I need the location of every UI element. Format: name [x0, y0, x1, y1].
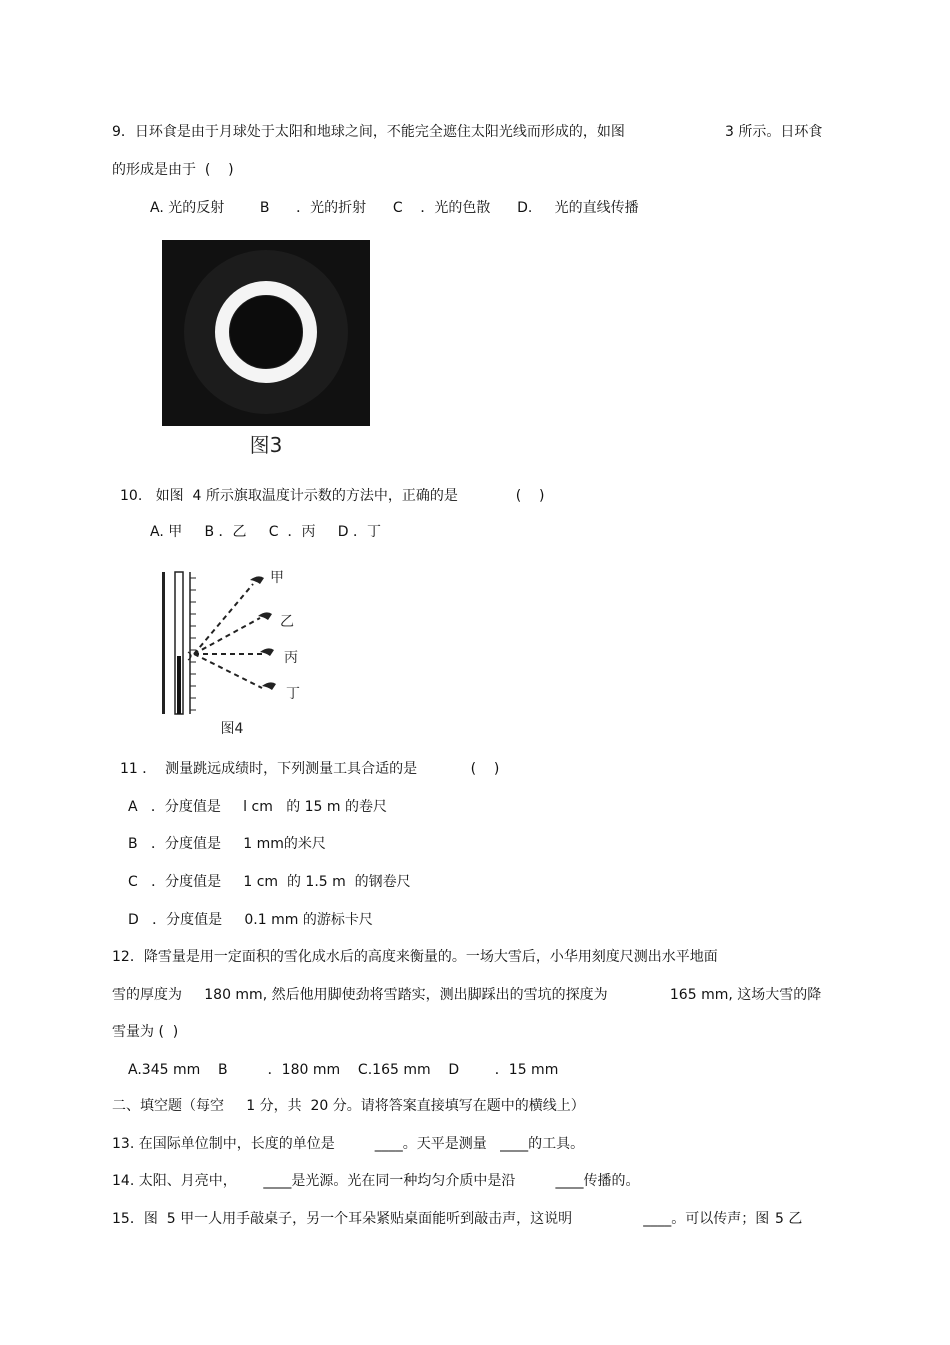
- q12-options: A.345 mm B ．180 mm C.165 mm D ．15 mm: [128, 1062, 559, 1078]
- section-2-heading: 二、填空题（每空 1 分，共 20 分。请将答案直接填写在题中的横线上）: [112, 1098, 585, 1114]
- q10-options: A. 甲 B ．乙 C ．丙 D ．丁: [150, 524, 381, 540]
- q12-line3: 雪量为 ( ): [112, 1024, 179, 1040]
- q12-line2: 雪的厚度为 180 mm, 然后他用脚使劲将雪踏实，测出脚踩出的雪坑的探度为 165 mm, 这场大雪的降: [112, 987, 822, 1003]
- q10-stem: 10. 如图 4 所示旗取温度计示数的方法中，正确的是 ( ): [120, 488, 545, 504]
- label-ding: 丁: [286, 686, 300, 702]
- q12-line1: 12．降雪量是用一定面积的雪化成水后的高度来衡量的。一场大雪后，小华用刻度尺测出水平地面: [112, 949, 718, 965]
- sight-line-ding: [194, 654, 262, 688]
- q11-option-c: C ．分度值是 1 cm 的 1.5 m 的钢卷尺: [128, 874, 411, 890]
- q11-stem: 11 ． 测量跳远成绩时，下列测量工具合适的是 ( ): [120, 761, 500, 777]
- eye-icon: [262, 682, 276, 690]
- label-jia: 甲: [270, 570, 284, 586]
- figure-3-annular-eclipse: [160, 238, 372, 460]
- q11-option-b: B ．分度值是 1 mm的米尺: [128, 836, 326, 852]
- label-bing: 丙: [284, 650, 298, 666]
- q11-option-a: A ．分度值是 l cm 的 15 m 的卷尺: [128, 799, 388, 815]
- eye-icon: [260, 648, 274, 656]
- eye-icon: [250, 576, 264, 584]
- q9-line2: 的形成是由于 ( ): [112, 162, 234, 178]
- q13: 13. 在国际单位制中，长度的单位是 ____。天平是测量 ____的工具。: [112, 1136, 585, 1152]
- sight-line-jia: [194, 584, 253, 654]
- label-yi: 乙: [280, 614, 294, 630]
- thermometer-liquid: [177, 656, 181, 714]
- q14: 14. 太阳、月亮中， ____是光源。光在同一种均匀介质中是沿 ____传播的。: [112, 1173, 640, 1189]
- q15-tail: 5 乙: [775, 1211, 803, 1227]
- q9-line1: 9．日环食是由于月球处于太阳和地球之间，不能完全遮住太阳光线而形成的，如图: [112, 124, 625, 140]
- figure-4-label: 图4: [220, 721, 244, 737]
- q11-option-d: D ．分度值是 0.1 mm 的游标卡尺: [128, 912, 373, 928]
- sight-line-yi: [194, 618, 260, 654]
- figure-4-thermometer-reading: [150, 566, 330, 741]
- q15: 15．图 5 甲一人用手敲桌子，另一个耳朵紧贴桌面能听到敲击声，这说明 ____。可以传声；图: [112, 1211, 770, 1227]
- q9-options: A. 光的反射 B ．光的折射 C ．光的色散 D. 光的直线传播: [150, 200, 639, 216]
- q9-line1-tail: 3 所示。日环食: [725, 124, 823, 140]
- figure-3-label: 图3: [249, 433, 283, 457]
